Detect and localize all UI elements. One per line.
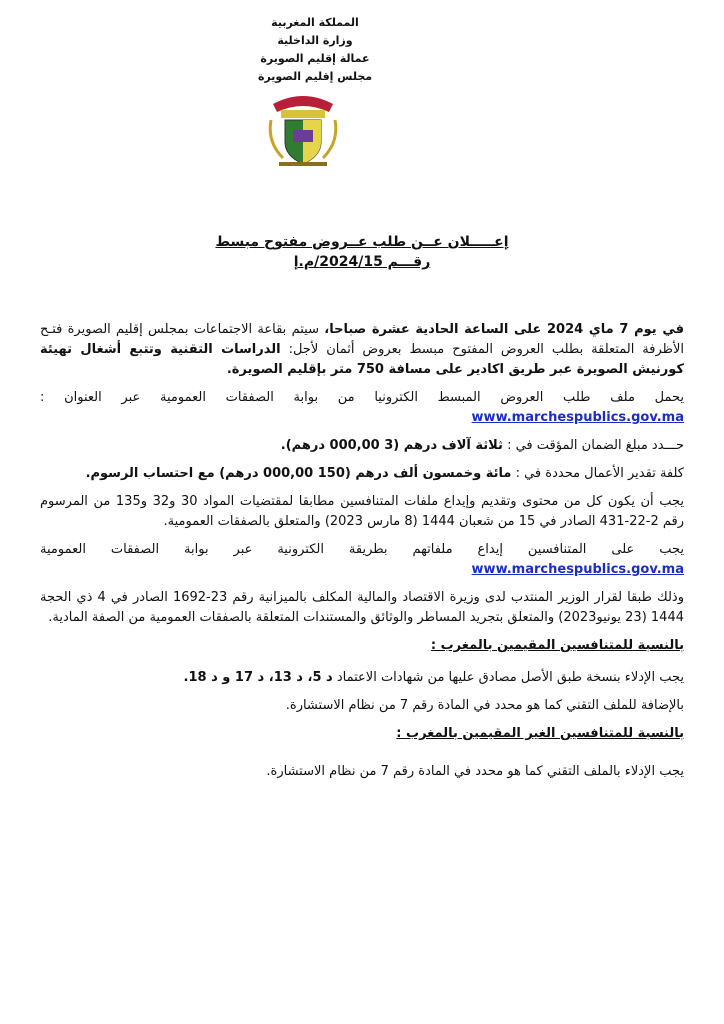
certificates-list: د 5، د 13، د 17 و د 18. <box>183 670 333 685</box>
letterhead-kingdom: المملكة المغربية <box>271 16 359 29</box>
letterhead <box>215 14 415 86</box>
guarantee-amount: ثلاثة آلاف درهم (3 000,00 درهم). <box>280 438 503 453</box>
paragraph-electronic-submission <box>40 540 684 580</box>
paragraph-guarantee <box>40 436 684 456</box>
paragraph-estimate <box>40 464 684 484</box>
paragraph-ministerial-order: وذلك طبقا لقرار الوزير المنتدب لدى وزيرة الاقتصاد والمالية المكلف بالميزانية رقم 23-1692 الصادر في 4 ذي الحجة 1444 (23 يونيو2023) والمتعلق بتجريد المساطر والوثائق والمستندات المتعلقة بالصفقات العمومية من الصفة المادية. <box>40 590 684 625</box>
portal-link[interactable]: www.marchespublics.gov.ma <box>471 410 684 425</box>
council-emblem-icon <box>263 90 343 170</box>
project-object: الدراسات التقنية وتتبع أشغال تهيئة كورنيش الصويرة عبر طريق اكادير على مسافة 750 متر بإقليم الصويرة. <box>40 342 684 377</box>
letterhead-ministry: وزارة الداخلية <box>277 34 353 47</box>
download-text: يحمل ملف طلب العروض المبسط الكترونيا من بوابة الصفقات العمومية عبر العنوان : <box>40 390 684 405</box>
paragraph-download <box>40 388 684 428</box>
guarantee-text: حـــدد مبلغ الضمان المؤقت في : <box>502 438 684 453</box>
notice-title: إعـــــلان عــن طلب عــروض مفتوح مبسط <box>215 234 509 250</box>
opening-date: في يوم 7 ماي 2024 على الساعة الحادية عشرة صباحا، <box>324 322 684 337</box>
opening-text: سيتم بقاعة الاجتماعات بمجلس إقليم الصويرة فتـح الأظرفة المتعلقة بطلب العروض المفتوح مبسط بعروض أثمان لأجل: <box>40 322 685 357</box>
paragraph-non-residents-file: يجب الإدلاء بالملف التقني كما هو محدد في المادة رقم 7 من نظام الاستشارة. <box>266 764 684 779</box>
letterhead-council: مجلس إقليم الصويرة <box>257 70 373 83</box>
estimate-amount: مائة وخمسون ألف درهم (150 000,00 درهم) مع احتساب الرسوم. <box>85 466 512 481</box>
notice-number: رقـــم 2024/15/م.إ <box>293 254 431 270</box>
letterhead-province: عمالة إقليم الصويرة <box>260 52 370 65</box>
paragraph-technical-file: بالإضافة للملف التقني كما هو محدد في المادة رقم 7 من نظام الاستشارة. <box>285 698 684 713</box>
paragraph-opening <box>40 320 684 380</box>
notice-body <box>40 320 684 790</box>
estimate-text: كلفة تقدير الأعمال محددة في : <box>511 466 684 481</box>
portal-link-2[interactable]: www.marchespublics.gov.ma <box>471 562 684 577</box>
submission-text: يجب على المتنافسين إيداع ملفاتهم بطريقة الكترونية عبر بوابة الصفقات العمومية <box>40 542 684 557</box>
paragraph-decree: يجب أن يكون كل من محتوى وتقديم وإيداع ملفات المتنافسين مطابقا لمقتضيات المواد 30 و32 و135 من المرسوم رقم 2-22-431 الصادر في 15 من شعبان 1444 (8 مارس 2023) والمتعلق بالصفقات العمومية. <box>40 494 684 529</box>
notice-heading <box>40 232 684 272</box>
section-non-residents: بالنسبة للمتنافسين الغير المقيمين بالمغرب : <box>396 726 684 741</box>
paragraph-certificates <box>40 668 684 688</box>
certificates-text: يجب الإدلاء بنسخة طبق الأصل مصادق عليها من شهادات الاعتماد <box>332 670 684 685</box>
section-residents: بالنسبة للمتنافسين المقيمين بالمغرب : <box>430 638 684 653</box>
